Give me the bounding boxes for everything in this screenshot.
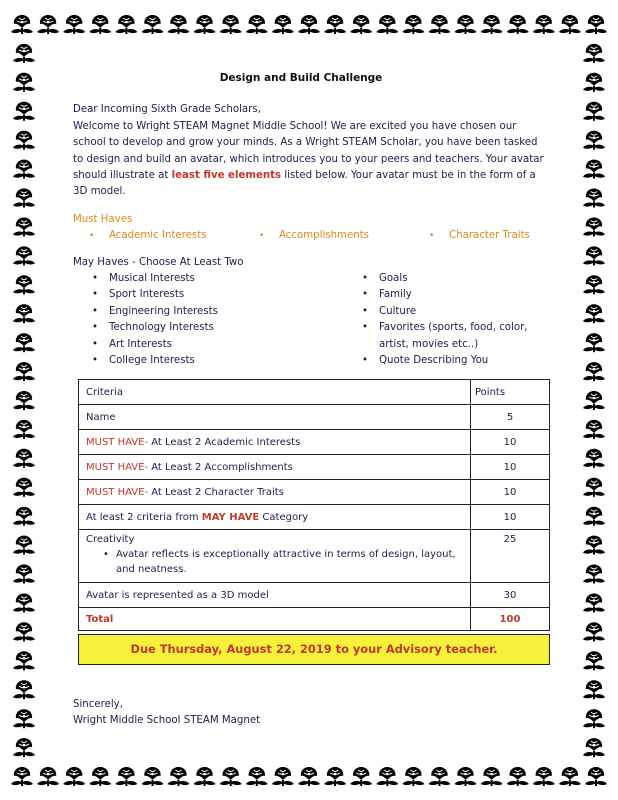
flower-icon bbox=[583, 131, 605, 150]
flower-icon bbox=[583, 536, 605, 555]
flower-icon bbox=[583, 738, 605, 757]
table-row bbox=[79, 480, 550, 505]
flower-icon bbox=[63, 767, 85, 786]
flower-icon bbox=[37, 15, 59, 34]
flower-icon bbox=[507, 15, 529, 34]
flower-icon bbox=[115, 767, 137, 786]
flower-icon bbox=[429, 15, 451, 34]
points-cell: 25 bbox=[471, 530, 550, 583]
flower-icon bbox=[142, 15, 164, 34]
must-have-item: • Academic Interests bbox=[89, 228, 259, 244]
letter-greeting: Dear Incoming Sixth Grade Scholars, bbox=[73, 104, 261, 116]
criteria-cell bbox=[79, 530, 471, 583]
flower-icon bbox=[13, 246, 35, 265]
flower-icon bbox=[11, 15, 33, 34]
list-item: • Quote Describing You bbox=[343, 353, 549, 369]
flower-icon bbox=[13, 622, 35, 641]
flower-icon bbox=[429, 767, 451, 786]
table-total-row bbox=[79, 608, 550, 631]
flower-icon bbox=[298, 15, 320, 34]
flower-icon bbox=[583, 246, 605, 265]
flower-icon bbox=[583, 44, 605, 63]
closing-salutation: Sincerely, bbox=[73, 699, 123, 710]
flower-icon bbox=[220, 767, 242, 786]
may-have-label: MAY HAVE bbox=[201, 511, 260, 523]
flower-icon bbox=[89, 767, 111, 786]
flower-icon bbox=[246, 15, 268, 34]
flower-icon bbox=[13, 420, 35, 439]
flower-icon bbox=[324, 15, 346, 34]
criteria-text: At Least 2 Character Traits bbox=[148, 486, 284, 498]
flower-icon bbox=[583, 275, 605, 294]
flower-icon bbox=[585, 767, 607, 786]
flower-icon bbox=[13, 275, 35, 294]
flower-icon bbox=[13, 565, 35, 584]
flower-icon bbox=[13, 709, 35, 728]
flower-icon bbox=[533, 15, 555, 34]
must-have-item: • Accomplishments bbox=[259, 228, 429, 244]
flower-icon bbox=[559, 767, 581, 786]
header-criteria: Criteria bbox=[79, 380, 471, 405]
list-item: • Sport Interests bbox=[73, 287, 343, 303]
list-item: • Family bbox=[343, 287, 549, 303]
flower-icon bbox=[11, 767, 33, 786]
total-label: Total bbox=[79, 608, 471, 631]
criteria-cell: Avatar is represented as a 3D model bbox=[79, 583, 471, 608]
table-row bbox=[79, 430, 550, 455]
flower-icon bbox=[13, 102, 35, 121]
criteria-text: At Least 2 Academic Interests bbox=[148, 436, 301, 448]
flower-icon bbox=[583, 420, 605, 439]
criteria-text: Creativity bbox=[86, 534, 135, 545]
letter-body-end: listed below. Your avatar must be in the form of a 3D model. bbox=[73, 170, 536, 198]
flower-icon bbox=[13, 160, 35, 179]
flower-icon bbox=[559, 15, 581, 34]
flower-icon bbox=[533, 767, 555, 786]
flower-icon bbox=[583, 622, 605, 641]
points-cell: 5 bbox=[471, 405, 550, 430]
criteria-cell bbox=[79, 505, 471, 530]
flower-icon bbox=[583, 304, 605, 323]
flower-icon bbox=[13, 594, 35, 613]
flower-icon bbox=[220, 15, 242, 34]
flower-icon bbox=[142, 767, 164, 786]
flower-icon bbox=[583, 102, 605, 121]
criteria-cell bbox=[79, 480, 471, 505]
flower-icon bbox=[583, 362, 605, 381]
page-title: Design and Build Challenge bbox=[219, 72, 383, 84]
list-item: • Favorites (sports, food, color, artist, movies etc..) bbox=[343, 320, 549, 353]
flower-icon bbox=[13, 680, 35, 699]
flower-icon bbox=[350, 767, 372, 786]
due-date-banner: Due Thursday, August 22, 2019 to your Advisory teacher. bbox=[78, 634, 550, 665]
list-item: • College Interests bbox=[73, 353, 343, 369]
flower-icon bbox=[455, 15, 477, 34]
list-item: • Technology Interests bbox=[73, 320, 343, 336]
list-item: • Engineering Interests bbox=[73, 304, 343, 320]
table-header-row bbox=[79, 380, 550, 405]
flower-icon bbox=[583, 709, 605, 728]
criteria-text: At Least 2 Accomplishments bbox=[148, 461, 293, 473]
flower-icon bbox=[402, 767, 424, 786]
table-row bbox=[79, 455, 550, 480]
flower-icon bbox=[246, 767, 268, 786]
flower-icon bbox=[168, 15, 190, 34]
list-item: • Art Interests bbox=[73, 337, 343, 353]
flower-icon bbox=[376, 15, 398, 34]
must-haves-heading: Must Haves bbox=[73, 213, 133, 225]
list-item: • Goals bbox=[343, 271, 549, 287]
flower-icon bbox=[583, 218, 605, 237]
flower-icon bbox=[376, 767, 398, 786]
criteria-cell: Name bbox=[79, 405, 471, 430]
flower-icon bbox=[13, 391, 35, 410]
flower-icon bbox=[13, 73, 35, 92]
criteria-cell bbox=[79, 430, 471, 455]
points-cell: 10 bbox=[471, 480, 550, 505]
flower-icon bbox=[507, 767, 529, 786]
points-cell: 30 bbox=[471, 583, 550, 608]
flower-icon bbox=[272, 767, 294, 786]
flower-icon bbox=[585, 15, 607, 34]
flower-icon bbox=[481, 15, 503, 34]
criteria-bullet: • Avatar reflects is exceptionally attractive in terms of design, layout, and neatness. bbox=[86, 547, 470, 577]
flower-icon bbox=[13, 304, 35, 323]
flower-icon bbox=[583, 507, 605, 526]
flower-icon bbox=[13, 333, 35, 352]
flower-icon bbox=[583, 594, 605, 613]
flower-icon bbox=[194, 15, 216, 34]
flower-icon bbox=[13, 131, 35, 150]
flower-icon bbox=[13, 44, 35, 63]
must-have-label: MUST HAVE- bbox=[86, 461, 149, 473]
table-row bbox=[79, 505, 550, 530]
flower-icon bbox=[194, 767, 216, 786]
flower-icon bbox=[455, 767, 477, 786]
points-cell: 10 bbox=[471, 505, 550, 530]
flower-icon bbox=[13, 362, 35, 381]
closing-signature: Wright Middle School STEAM Magnet bbox=[73, 715, 261, 727]
table-row bbox=[79, 530, 550, 583]
list-item: • Musical Interests bbox=[73, 271, 343, 287]
criteria-text: Category bbox=[259, 511, 309, 523]
table-row bbox=[79, 583, 550, 608]
flower-icon bbox=[63, 15, 85, 34]
flower-icon bbox=[583, 189, 605, 208]
flower-icon bbox=[13, 651, 35, 670]
flower-icon bbox=[298, 767, 320, 786]
flower-icon bbox=[402, 15, 424, 34]
flower-icon bbox=[583, 73, 605, 92]
flower-icon bbox=[168, 767, 190, 786]
flower-icon bbox=[13, 449, 35, 468]
flower-icon bbox=[37, 767, 59, 786]
flower-icon bbox=[350, 15, 372, 34]
flower-icon bbox=[583, 651, 605, 670]
flower-icon bbox=[583, 478, 605, 497]
flower-icon bbox=[583, 333, 605, 352]
closing bbox=[73, 697, 260, 730]
may-haves-right-column bbox=[343, 271, 549, 369]
flower-icon bbox=[13, 218, 35, 237]
must-have-label: MUST HAVE- bbox=[86, 486, 149, 498]
flower-icon bbox=[13, 536, 35, 555]
may-haves-heading: May Haves - Choose At Least Two bbox=[73, 256, 244, 268]
total-points: 100 bbox=[471, 608, 550, 631]
flower-icon bbox=[13, 478, 35, 497]
flower-icon bbox=[13, 189, 35, 208]
must-have-item: • Character Traits bbox=[429, 228, 530, 244]
flower-icon bbox=[583, 391, 605, 410]
flower-icon bbox=[89, 15, 111, 34]
may-haves-list bbox=[73, 271, 549, 369]
header-points: Points bbox=[471, 380, 550, 405]
criteria-cell bbox=[79, 455, 471, 480]
must-haves-list bbox=[73, 228, 549, 244]
flower-icon bbox=[481, 767, 503, 786]
letter-body bbox=[73, 119, 549, 201]
letter-highlight: least five elements bbox=[171, 170, 282, 182]
criteria-table bbox=[78, 379, 550, 631]
flower-icon bbox=[13, 507, 35, 526]
flower-icon bbox=[272, 15, 294, 34]
points-cell: 10 bbox=[471, 430, 550, 455]
flower-icon bbox=[115, 15, 137, 34]
criteria-text: At least 2 criteria from bbox=[86, 511, 202, 523]
flower-icon bbox=[13, 738, 35, 757]
flower-icon bbox=[583, 565, 605, 584]
flower-icon bbox=[583, 449, 605, 468]
flower-icon bbox=[583, 680, 605, 699]
flower-icon bbox=[324, 767, 346, 786]
table-row bbox=[79, 405, 550, 430]
points-cell: 10 bbox=[471, 455, 550, 480]
must-have-label: MUST HAVE- bbox=[86, 436, 149, 448]
flower-icon bbox=[583, 160, 605, 179]
letter-body-start: Welcome to Wright STEAM Magnet Middle School! We are excited you have chosen our school to develop and grow your minds. As a Wright STEAM Scholar, you have been tasked to design and build an avatar, which introduces you to your peers and teachers. Your avatar should illustrate at bbox=[73, 120, 544, 182]
list-item: • Culture bbox=[343, 304, 549, 320]
may-haves-left-column bbox=[73, 271, 343, 369]
